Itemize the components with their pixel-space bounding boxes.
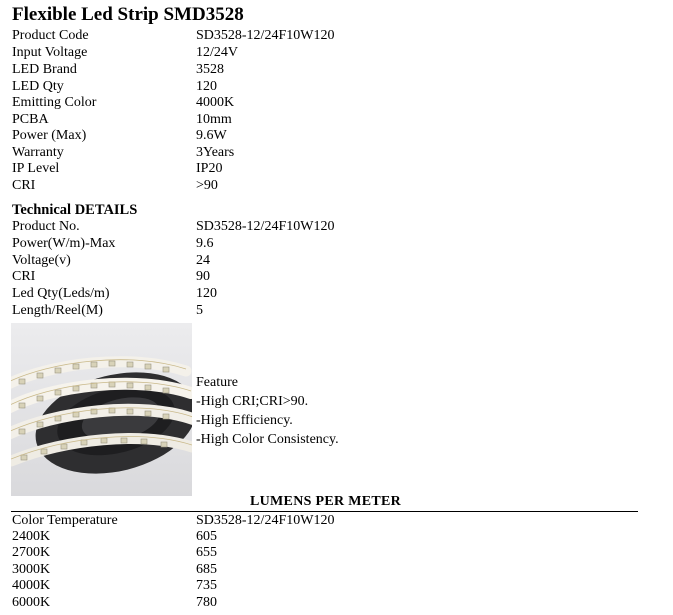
spec-label: Power (Max)	[12, 128, 87, 143]
spec-value: SD3528-12/24F10W120	[196, 28, 335, 43]
tech-value: SD3528-12/24F10W120	[196, 219, 335, 234]
lumens-label: 2400K	[12, 529, 51, 544]
lumens-header-value: SD3528-12/24F10W120	[196, 513, 335, 528]
lumens-value: 780	[196, 595, 217, 610]
led-strip-reel-illustration	[11, 323, 192, 496]
tech-value: 24	[196, 253, 210, 268]
spec-value: 4000K	[196, 95, 235, 110]
tech-value: 90	[196, 269, 210, 284]
lumens-header-label: Color Temperature	[12, 513, 118, 528]
spec-value: 3528	[196, 62, 224, 77]
spec-label: Input Voltage	[12, 45, 88, 60]
lumens-label: 4000K	[12, 578, 51, 593]
lumens-value: 655	[196, 545, 217, 560]
tech-label: Voltage(v)	[12, 253, 71, 268]
feature-item: -High CRI;CRI>90.	[196, 394, 309, 409]
lumens-value: 735	[196, 578, 217, 593]
spec-value: IP20	[196, 161, 223, 176]
spec-label: LED Brand	[12, 62, 77, 77]
tech-value: 9.6	[196, 236, 214, 251]
spec-label: CRI	[12, 178, 36, 193]
spec-value: 12/24V	[196, 45, 238, 60]
lumens-value: 605	[196, 529, 217, 544]
tech-value: 120	[196, 286, 217, 301]
spec-label: Emitting Color	[12, 95, 97, 110]
feature-item: -High Color Consistency.	[196, 432, 339, 447]
tech-value: 5	[196, 303, 203, 318]
spec-value: 10mm	[196, 112, 232, 127]
spec-label: LED Qty	[12, 79, 64, 94]
spec-value: >90	[196, 178, 218, 193]
lumens-label: 2700K	[12, 545, 51, 560]
tech-label: Product No.	[12, 219, 80, 234]
spec-label: PCBA	[12, 112, 49, 127]
tech-label: CRI	[12, 269, 36, 284]
spec-value: 3Years	[196, 145, 235, 160]
spec-label: Product Code	[12, 28, 89, 43]
lumens-heading: LUMENS PER METER	[250, 494, 402, 509]
spec-label: Warranty	[12, 145, 64, 160]
page-title: Flexible Led Strip SMD3528	[12, 4, 244, 25]
led-strip-photo	[11, 323, 192, 496]
spec-value: 9.6W	[196, 128, 227, 143]
lumens-label: 3000K	[12, 562, 51, 577]
tech-label: Power(W/m)-Max	[12, 236, 116, 251]
lumens-label: 6000K	[12, 595, 51, 610]
tech-label: Led Qty(Leds/m)	[12, 286, 110, 301]
tech-label: Length/Reel(M)	[12, 303, 103, 318]
lumens-divider	[11, 511, 638, 512]
feature-heading: Feature	[196, 375, 238, 390]
feature-item: -High Efficiency.	[196, 413, 293, 428]
technical-details-heading: Technical DETAILS	[12, 202, 138, 218]
spec-value: 120	[196, 79, 217, 94]
lumens-value: 685	[196, 562, 217, 577]
spec-label: IP Level	[12, 161, 60, 176]
